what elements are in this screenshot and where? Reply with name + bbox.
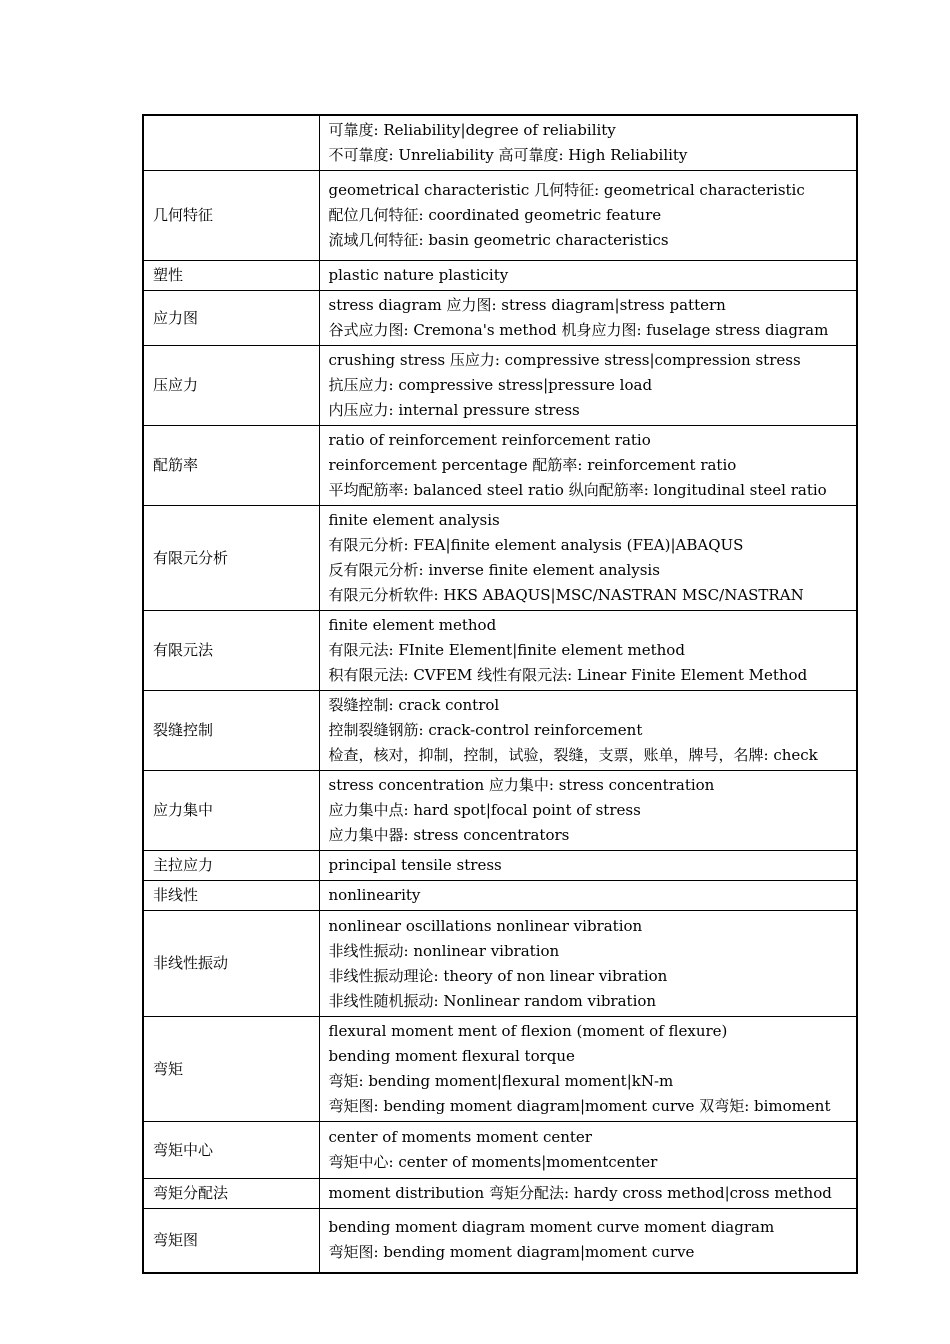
- term-cell: 弯矩图: [143, 1209, 319, 1273]
- definition-cell: [319, 771, 857, 851]
- definition-line: 有限元分析: FEA|finite element analysis (FEA)|ABAQUS: [328, 536, 744, 554]
- definition-cell: [319, 851, 857, 881]
- term-cell: 压应力: [143, 346, 319, 426]
- term-cell: 应力图: [143, 291, 319, 346]
- term-cell: 非线性振动: [143, 911, 319, 1017]
- definition-line: flexural moment ment of flexion (moment of flexure): [328, 1022, 728, 1040]
- definition-line: 非线性振动: nonlinear vibration: [328, 941, 560, 960]
- definition-cell: [319, 346, 857, 426]
- definition-line: center of moments moment center: [328, 1128, 592, 1146]
- definition-line: finite element analysis: [328, 511, 500, 529]
- table-row: [143, 171, 857, 261]
- table-row: [143, 115, 857, 171]
- definition-line: 非线性随机振动: Nonlinear random vibration: [328, 991, 657, 1010]
- term-cell: 塑性: [143, 261, 319, 291]
- definition-line: 应力集中器: stress concentrators: [328, 826, 570, 844]
- definition-line: finite element method: [328, 616, 497, 634]
- definition-cell: [319, 911, 857, 1017]
- glossary-body: [143, 115, 857, 1273]
- definition-line: bending moment flexural torque: [328, 1047, 575, 1065]
- definition-line: 内压应力: internal pressure stress: [328, 401, 580, 419]
- definition-cell: [319, 1179, 857, 1209]
- table-row: [143, 611, 857, 691]
- definition-line: 应力集中点: hard spot|focal point of stress: [328, 801, 641, 819]
- term-cell: [143, 115, 319, 171]
- table-row: [143, 881, 857, 911]
- term-cell: 裂缝控制: [143, 691, 319, 771]
- term-cell: 几何特征: [143, 171, 319, 261]
- definition-line: 流域几何特征: basin geometric characteristics: [328, 231, 669, 249]
- definition-cell: [319, 261, 857, 291]
- definition-line: 非线性振动理论: theory of non linear vibration: [328, 966, 668, 985]
- term-cell: 非线性: [143, 881, 319, 911]
- definition-line: reinforcement percentage 配筋率: reinforcement ratio: [328, 456, 737, 474]
- table-row: [143, 691, 857, 771]
- definition-line: 弯矩中心: center of moments|momentcenter: [328, 1153, 658, 1171]
- table-row: [143, 1179, 857, 1209]
- definition-line: 有限元法: FInite Element|finite element method: [328, 641, 685, 659]
- definition-line: 反有限元分析: inverse finite element analysis: [328, 561, 660, 579]
- term-cell: 配筋率: [143, 426, 319, 506]
- definition-line: 弯矩: bending moment|flexural moment|kN-m: [328, 1072, 674, 1090]
- table-row: [143, 291, 857, 346]
- term-cell: 主拉应力: [143, 851, 319, 881]
- definition-line: moment distribution 弯矩分配法: hardy cross method|cross method: [328, 1184, 832, 1202]
- definition-line: geometrical characteristic 几何特征: geometrical characteristic: [328, 181, 805, 199]
- definition-cell: [319, 506, 857, 611]
- definition-line: 积有限元法: CVFEM 线性有限元法: Linear Finite Element Method: [328, 666, 808, 684]
- table-row: [143, 1017, 857, 1122]
- definition-line: stress concentration 应力集中: stress concentration: [328, 776, 715, 794]
- definition-line: crushing stress 压应力: compressive stress|compression stress: [328, 351, 801, 369]
- definition-cell: [319, 115, 857, 171]
- definition-line: bending moment diagram moment curve moment diagram: [328, 1218, 775, 1237]
- definition-line: plastic nature plasticity: [328, 266, 509, 284]
- term-cell: 弯矩中心: [143, 1122, 319, 1179]
- table-row: [143, 851, 857, 881]
- definition-line: nonlinear oscillations nonlinear vibration: [328, 916, 643, 935]
- definition-line: 抗压应力: compressive stress|pressure load: [328, 376, 653, 394]
- table-row: [143, 346, 857, 426]
- definition-line: stress diagram 应力图: stress diagram|stress pattern: [328, 296, 726, 314]
- definition-line: 不可靠度: Unreliability 高可靠度: High Reliability: [328, 146, 688, 164]
- table-row: [143, 1209, 857, 1273]
- term-cell: 应力集中: [143, 771, 319, 851]
- definition-line: 裂缝控制: crack control: [328, 696, 500, 714]
- definition-line: 配位几何特征: coordinated geometric feature: [328, 206, 662, 224]
- term-cell: 有限元法: [143, 611, 319, 691]
- definition-line: ratio of reinforcement reinforcement ratio: [328, 431, 651, 449]
- definition-line: 平均配筋率: balanced steel ratio 纵向配筋率: longitudinal steel ratio: [328, 481, 827, 499]
- definition-cell: [319, 881, 857, 911]
- definition-line: nonlinearity: [328, 886, 421, 904]
- definition-line: 有限元分析软件: HKS ABAQUS|MSC/NASTRAN MSC/NASTRAN: [328, 586, 804, 604]
- definition-cell: [319, 691, 857, 771]
- definition-cell: [319, 426, 857, 506]
- table-row: [143, 771, 857, 851]
- term-cell: 弯矩分配法: [143, 1179, 319, 1209]
- definition-cell: [319, 1122, 857, 1179]
- definition-line: 可靠度: Reliability|degree of reliability: [328, 121, 616, 139]
- glossary-table: [142, 114, 858, 1274]
- table-row: [143, 1122, 857, 1179]
- definition-line: 弯矩图: bending moment diagram|moment curve: [328, 1243, 695, 1262]
- definition-cell: [319, 611, 857, 691]
- definition-cell: [319, 1209, 857, 1273]
- table-row: [143, 911, 857, 1017]
- definition-line: principal tensile stress: [328, 856, 502, 874]
- definition-cell: [319, 171, 857, 261]
- definition-line: 弯矩图: bending moment diagram|moment curve 双弯矩: bimoment: [328, 1097, 831, 1115]
- definition-line: 控制裂缝钢筋: crack-control reinforcement: [328, 721, 643, 739]
- table-row: [143, 426, 857, 506]
- term-cell: 弯矩: [143, 1017, 319, 1122]
- term-cell: 有限元分析: [143, 506, 319, 611]
- table-row: [143, 261, 857, 291]
- table-row: [143, 506, 857, 611]
- definition-cell: [319, 1017, 857, 1122]
- definition-cell: [319, 291, 857, 346]
- definition-line: 谷式应力图: Cremona's method 机身应力图: fuselage stress diagram: [328, 321, 829, 339]
- definition-line: 检查，核对，抑制，控制，试验，裂缝，支票，账单，牌号，名牌: check: [328, 746, 818, 764]
